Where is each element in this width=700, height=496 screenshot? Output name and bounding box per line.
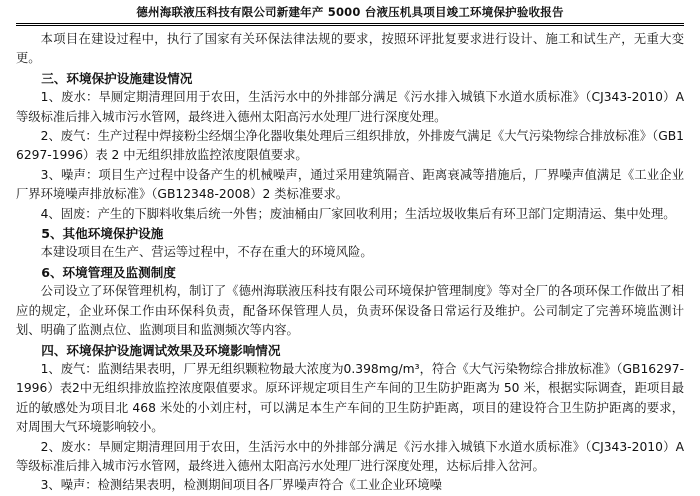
section-heading: 四、环境保护设施调试效果及环境影响情况 [41, 342, 281, 358]
paragraph: 3、噪声：项目生产过程中设备产生的机械噪声，通过采用建筑隔音、距离衰减等措施后，厂界噪声值满足《工业企业厂界环境噪声排放标准》（GB12348-2008）2 类标准要求。 [16, 167, 684, 202]
section-heading: 三、环境保护设施建设情况 [41, 70, 193, 86]
paragraph: 3、噪声：检测结果表明，检测期间项目各厂界噪声符合《工业企业环境噪 [40, 478, 442, 493]
title-divider-bottom [16, 25, 684, 26]
paragraph: 4、固废：产生的下脚料收集后统一外售；废油桶由厂家回收利用；生活垃圾收集后有环卫部门定期清运、集中处理。 [40, 206, 676, 221]
section-heading: 6、环境管理及监测制度 [41, 264, 176, 280]
document-body [16, 30, 684, 496]
paragraph: 本项目在建设过程中，执行了国家有关环保法律法规的要求，按照环评批复要求进行设计、施工和试生产，无重大变更。 [16, 32, 684, 66]
paragraph: 公司设立了环保管理机构，制订了《德州海联液压科技有限公司环境保护管理制度》等对全厂的各项环保工作做出了相应的规定，企业环保工作由环保科负责，配备环保管理人员，负责环保设备日常运行及维护。公司制定了完善环境监测计划、明确了监测点位、监测项目和监测频次等内容。 [16, 284, 684, 338]
paragraph: 2、废气：生产过程中焊接粉尘经烟尘净化器收集处理后三组织排放，外排废气满足《大气污染物综合排放标准》（GB16297-1996）表 2 中无组织排放监控浓度限值要求。 [16, 129, 684, 163]
paragraph: 本建设项目在生产、营运等过程中，不存在重大的环境风险。 [40, 245, 373, 260]
title-divider-top [16, 23, 684, 24]
paragraph: 1、废气：监测结果表明，厂界无组织颗粒物最大浓度为0.398mg/m³，符合《大气污染物综合排放标准》（GB16297-1996）表2中无组织排放监控浓度限值要求。原环评规定项目生产车间的卫生防护距离为 50 米，根据实际调查，距项目最近的敏感处为项目北 468 米处的小刘庄村，可以满足本生产车间的卫生防护距离，项目的建设符合卫生防护距离的要求，对周围大气环境影响较小。 [16, 361, 685, 435]
paragraph: 2、废水：旱厕定期清理回用于农田，生活污水中的外排部分满足《污水排入城镇下水道水质标准》（CJ343-2010）A 等级标准后排入城市污水管网，最终进入德州太阳高污水处理厂进行深度处理，达标后排入岔河。 [16, 439, 684, 473]
page-title: 德州海联液压科技有限公司新建年产 5000 台液压机具项目竣工环境保护验收报告 [136, 5, 564, 19]
section-heading: 5、其他环境保护设施 [41, 226, 164, 242]
paragraph: 1、废水：旱厕定期清理回用于农田，生活污水中的外排部分满足《污水排入城镇下水道水质标准》（CJ343-2010）A 等级标准后排入城市污水管网，最终进入德州太阳高污水处理厂进行深度处理。 [16, 90, 684, 124]
